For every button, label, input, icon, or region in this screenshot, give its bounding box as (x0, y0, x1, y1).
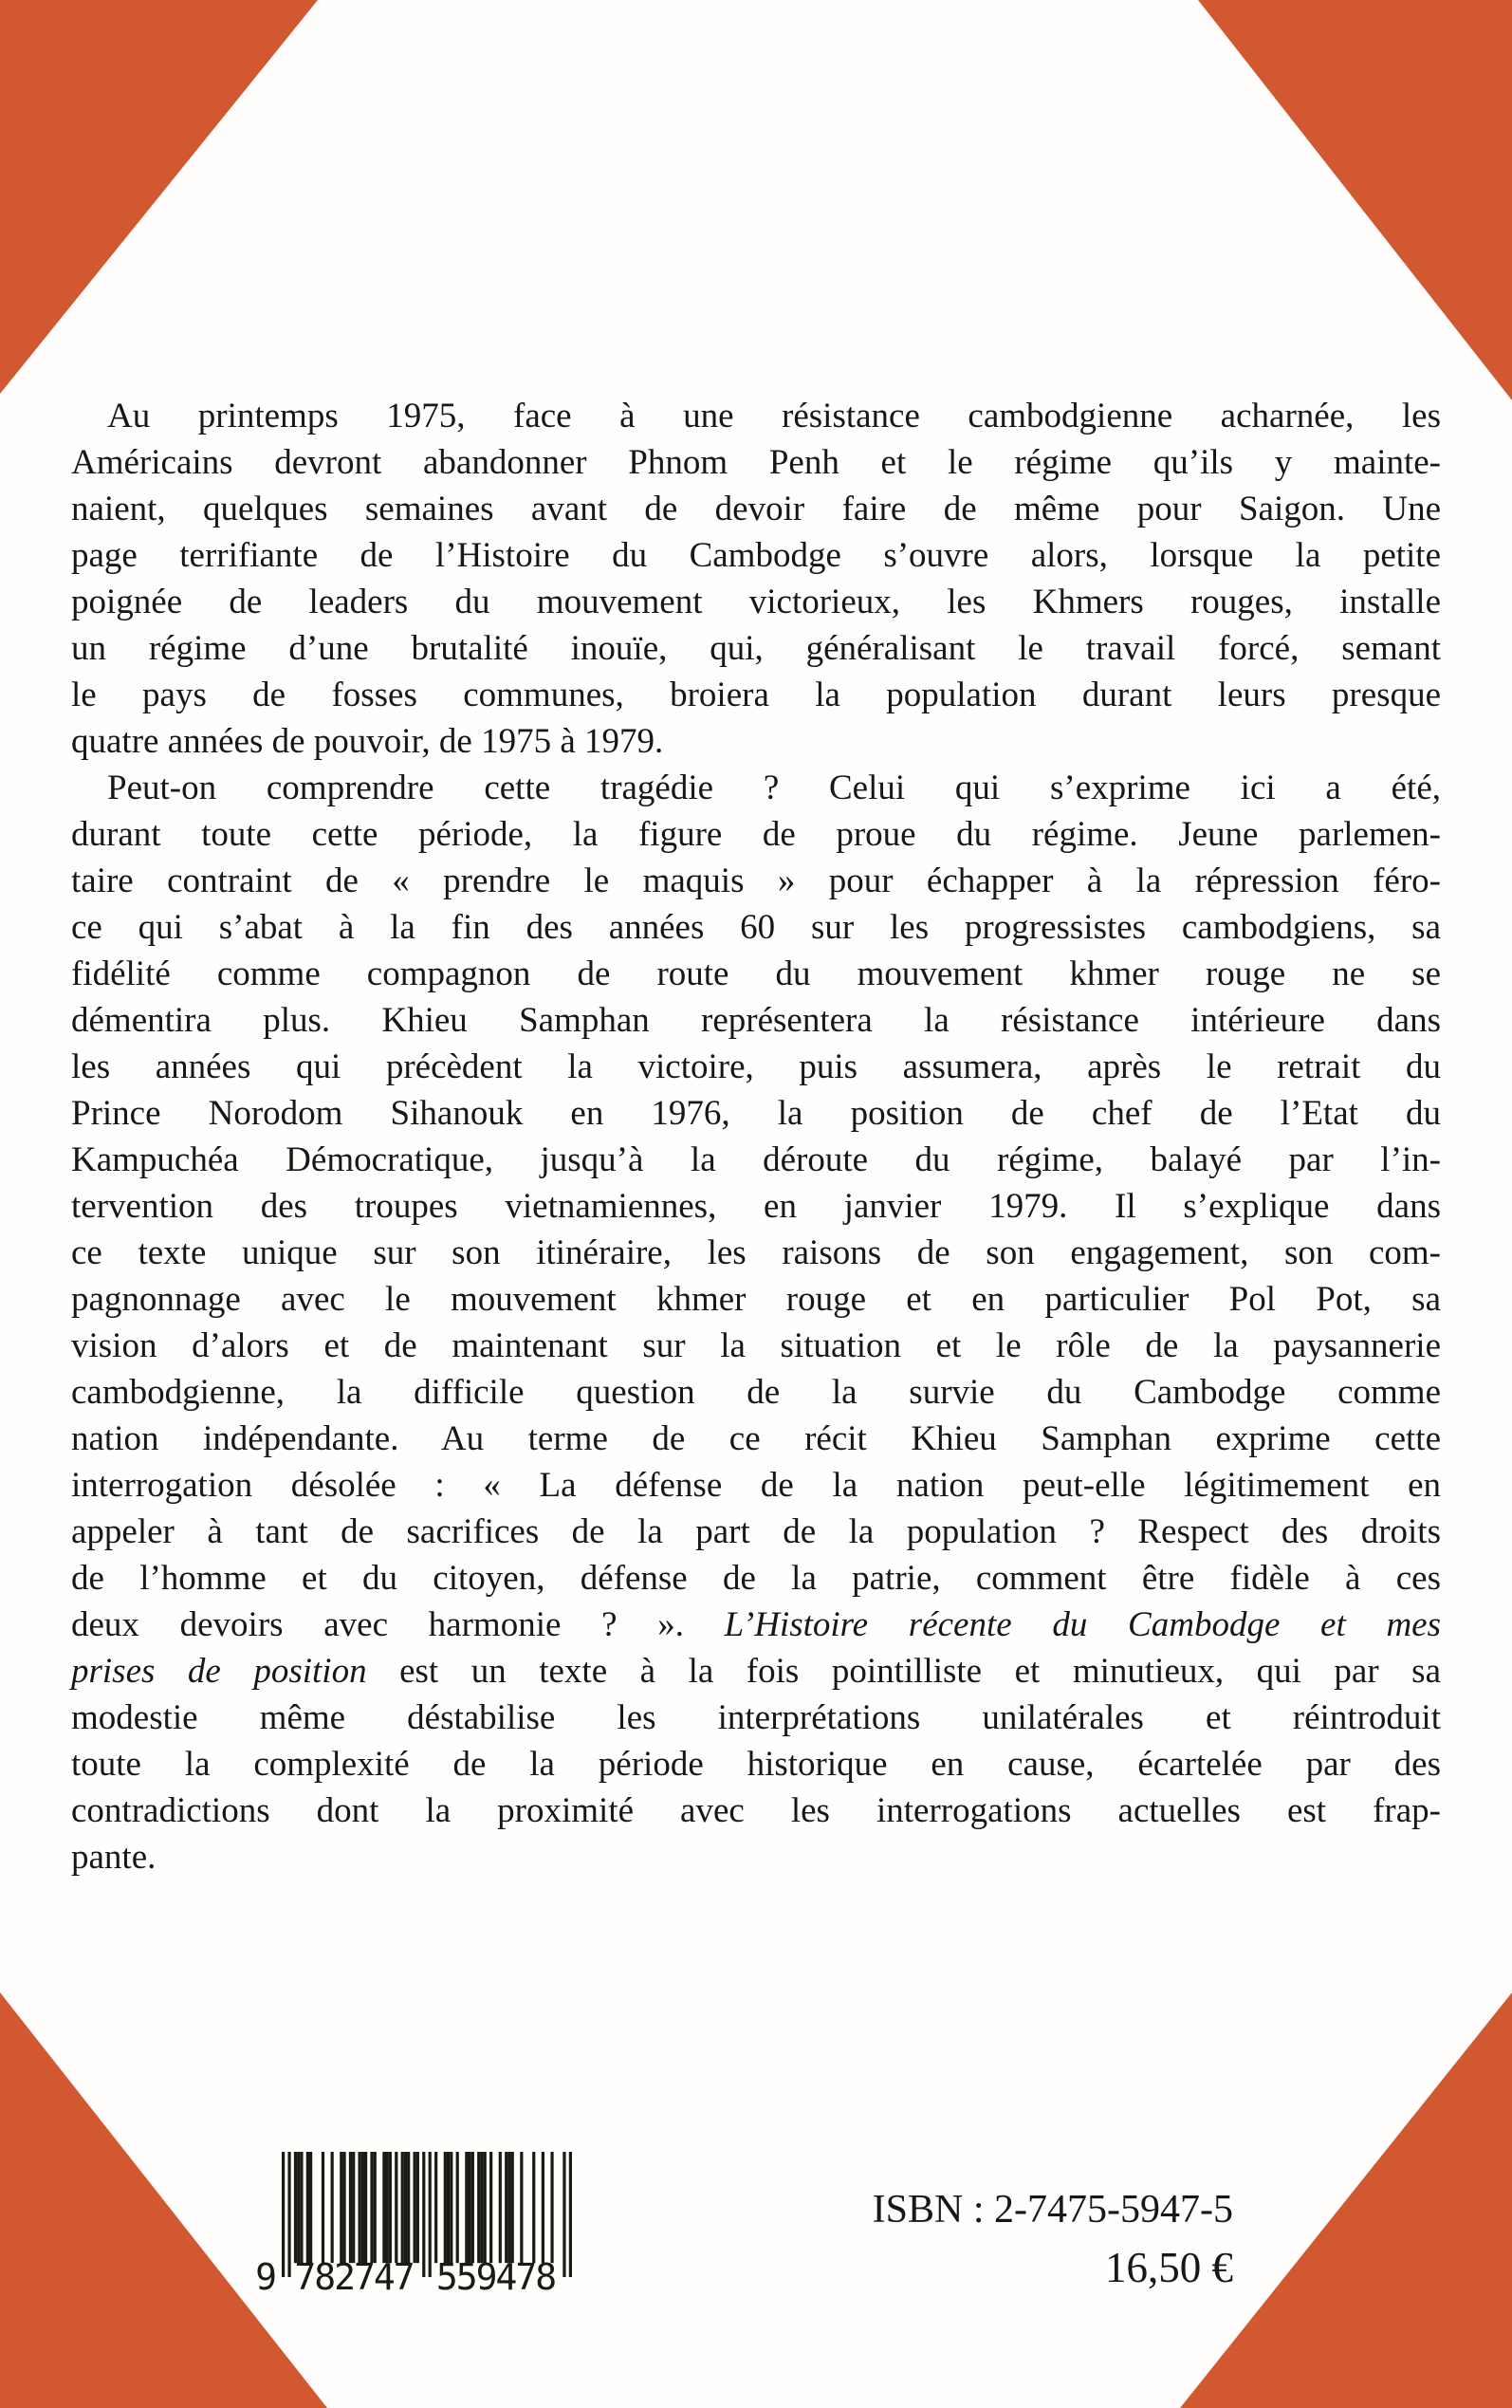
blurb-text: page terrifiante de l’Histoire du Cambodge s’ouvre alors, lorsque la petite (71, 536, 1441, 575)
blurb-line (71, 1462, 1441, 1509)
blurb-text: ce texte unique sur son itinéraire, les raisons de son engagement, son com- (71, 1233, 1441, 1272)
blurb-text: Américains devront abandonner Phnom Penh et le régime qu’ils y mainte- (71, 443, 1441, 482)
blurb-text: toute la complexité de la période historique en cause, écartelée par des (71, 1745, 1441, 1784)
blurb-line (71, 393, 1441, 439)
blurb-text: naient, quelques semaines avant de devoir faire de même pour Saigon. Une (71, 490, 1441, 528)
blurb-line (71, 1741, 1441, 1787)
blurb-line (71, 1276, 1441, 1323)
blurb-line (71, 1509, 1441, 1555)
blurb-line (71, 625, 1441, 672)
blurb-text: le pays de fosses communes, broiera la population durant leurs presque (71, 676, 1441, 714)
blurb-text: Kampuchéa Démocratique, jusqu’à la déroute du régime, balayé par l’in- (71, 1140, 1441, 1179)
blurb-text: durant toute cette période, la figure de proue du régime. Jeune parlemen- (71, 815, 1441, 854)
blurb-line (71, 904, 1441, 951)
blurb-text: les années qui précèdent la victoire, puis assumera, après le retrait du (71, 1047, 1441, 1086)
blurb-line (71, 858, 1441, 904)
blurb-line (71, 1323, 1441, 1369)
blurb-line (71, 1787, 1441, 1834)
blurb-line (71, 1230, 1441, 1276)
blurb-text: deux devoirs avec harmonie ? ». (71, 1605, 725, 1644)
blurb-line (71, 1834, 1441, 1880)
blurb-line (71, 1090, 1441, 1137)
blurb-text: taire contraint de « prendre le maquis » pour échapper à la répression féro- (71, 861, 1441, 900)
blurb-line (71, 439, 1441, 486)
isbn-text: ISBN : 2-7475-5947-5 (872, 2188, 1233, 2232)
blurb-text: interrogation désolée : « La défense de la nation peut-elle légitimement en (71, 1466, 1441, 1505)
blurb-text: modestie même déstabilise les interprétations unilatérales et réintroduit (71, 1698, 1441, 1737)
blurb-text: démentira plus. Khieu Samphan représentera la résistance intérieure dans (71, 1001, 1441, 1040)
corner-triangle-top-right (1198, 0, 1512, 400)
isbn-price-block (873, 2188, 1233, 2290)
blurb-text: vision d’alors et de maintenant sur la situation et le rôle de la paysannerie (71, 1326, 1441, 1365)
blurb-line (71, 672, 1441, 718)
back-cover-blurb (71, 393, 1441, 1880)
blurb-text: Au printemps 1975, face à une résistance cambodgienne acharnée, les (107, 397, 1441, 435)
blurb-line (71, 765, 1441, 811)
blurb-text: appeler à tant de sacrifices de la part de la population ? Respect des droits (71, 1512, 1441, 1551)
blurb-line (71, 1695, 1441, 1741)
blurb-text: pagnonnage avec le mouvement khmer rouge et en particulier Pol Pot, sa (71, 1280, 1441, 1319)
blurb-line (71, 718, 1441, 765)
blurb-line (71, 1369, 1441, 1416)
blurb-line (71, 997, 1441, 1044)
blurb-line (71, 1555, 1441, 1602)
blurb-line (71, 1044, 1441, 1090)
blurb-text: de l’homme et du citoyen, défense de la patrie, comment être fidèle à ces (71, 1559, 1441, 1598)
blurb-italic-title: L’Histoire récente du Cambodge et mes (724, 1605, 1441, 1644)
blurb-line (71, 579, 1441, 625)
blurb-italic-title: prises de position (71, 1652, 367, 1691)
blurb-line (71, 1602, 1441, 1648)
blurb-text: Prince Norodom Sihanouk en 1976, la position de chef de l’Etat du (71, 1094, 1441, 1133)
price-text: 16,50 € (1105, 2244, 1233, 2291)
blurb-text: cambodgienne, la difficile question de la survie du Cambodge comme (71, 1373, 1441, 1412)
blurb-text: fidélité comme compagnon de route du mouvement khmer rouge ne se (71, 954, 1441, 993)
blurb-text: nation indépendante. Au terme de ce récit Khieu Samphan exprime cette (71, 1419, 1441, 1458)
corner-triangle-top-left (0, 0, 318, 394)
blurb-line (71, 1648, 1441, 1695)
blurb-line (71, 1416, 1441, 1462)
blurb-text: Peut-on comprendre cette tragédie ? Celui qui s’exprime ici a été, (107, 769, 1441, 807)
blurb-text: poignée de leaders du mouvement victorieux, les Khmers rouges, installe (71, 583, 1441, 621)
ean13-barcode (247, 2152, 572, 2300)
barcode-digit-group-2: 559478 (435, 2256, 556, 2298)
blurb-text: pante. (71, 1838, 157, 1877)
blurb-text: contradictions dont la proximité avec les interrogations actuelles est frap- (71, 1791, 1441, 1830)
blurb-text: tervention des troupes vietnamiennes, en janvier 1979. Il s’explique dans (71, 1187, 1441, 1226)
blurb-text: un régime d’une brutalité inouïe, qui, généralisant le travail forcé, semant (71, 629, 1441, 668)
blurb-line (71, 951, 1441, 997)
barcode-digit-group-1: 782747 (294, 2256, 414, 2298)
blurb-text: est un texte à la fois pointilliste et minutieux, qui par sa (366, 1652, 1442, 1691)
blurb-text: quatre années de pouvoir, de 1975 à 1979. (71, 722, 664, 761)
blurb-line (71, 1137, 1441, 1183)
blurb-line (71, 532, 1441, 579)
barcode-digit-lead: 9 (255, 2256, 275, 2298)
blurb-text: ce qui s’abat à la fin des années 60 sur les progressistes cambodgiens, sa (71, 908, 1441, 947)
blurb-line (71, 811, 1441, 858)
blurb-line (71, 1183, 1441, 1230)
blurb-line (71, 486, 1441, 532)
